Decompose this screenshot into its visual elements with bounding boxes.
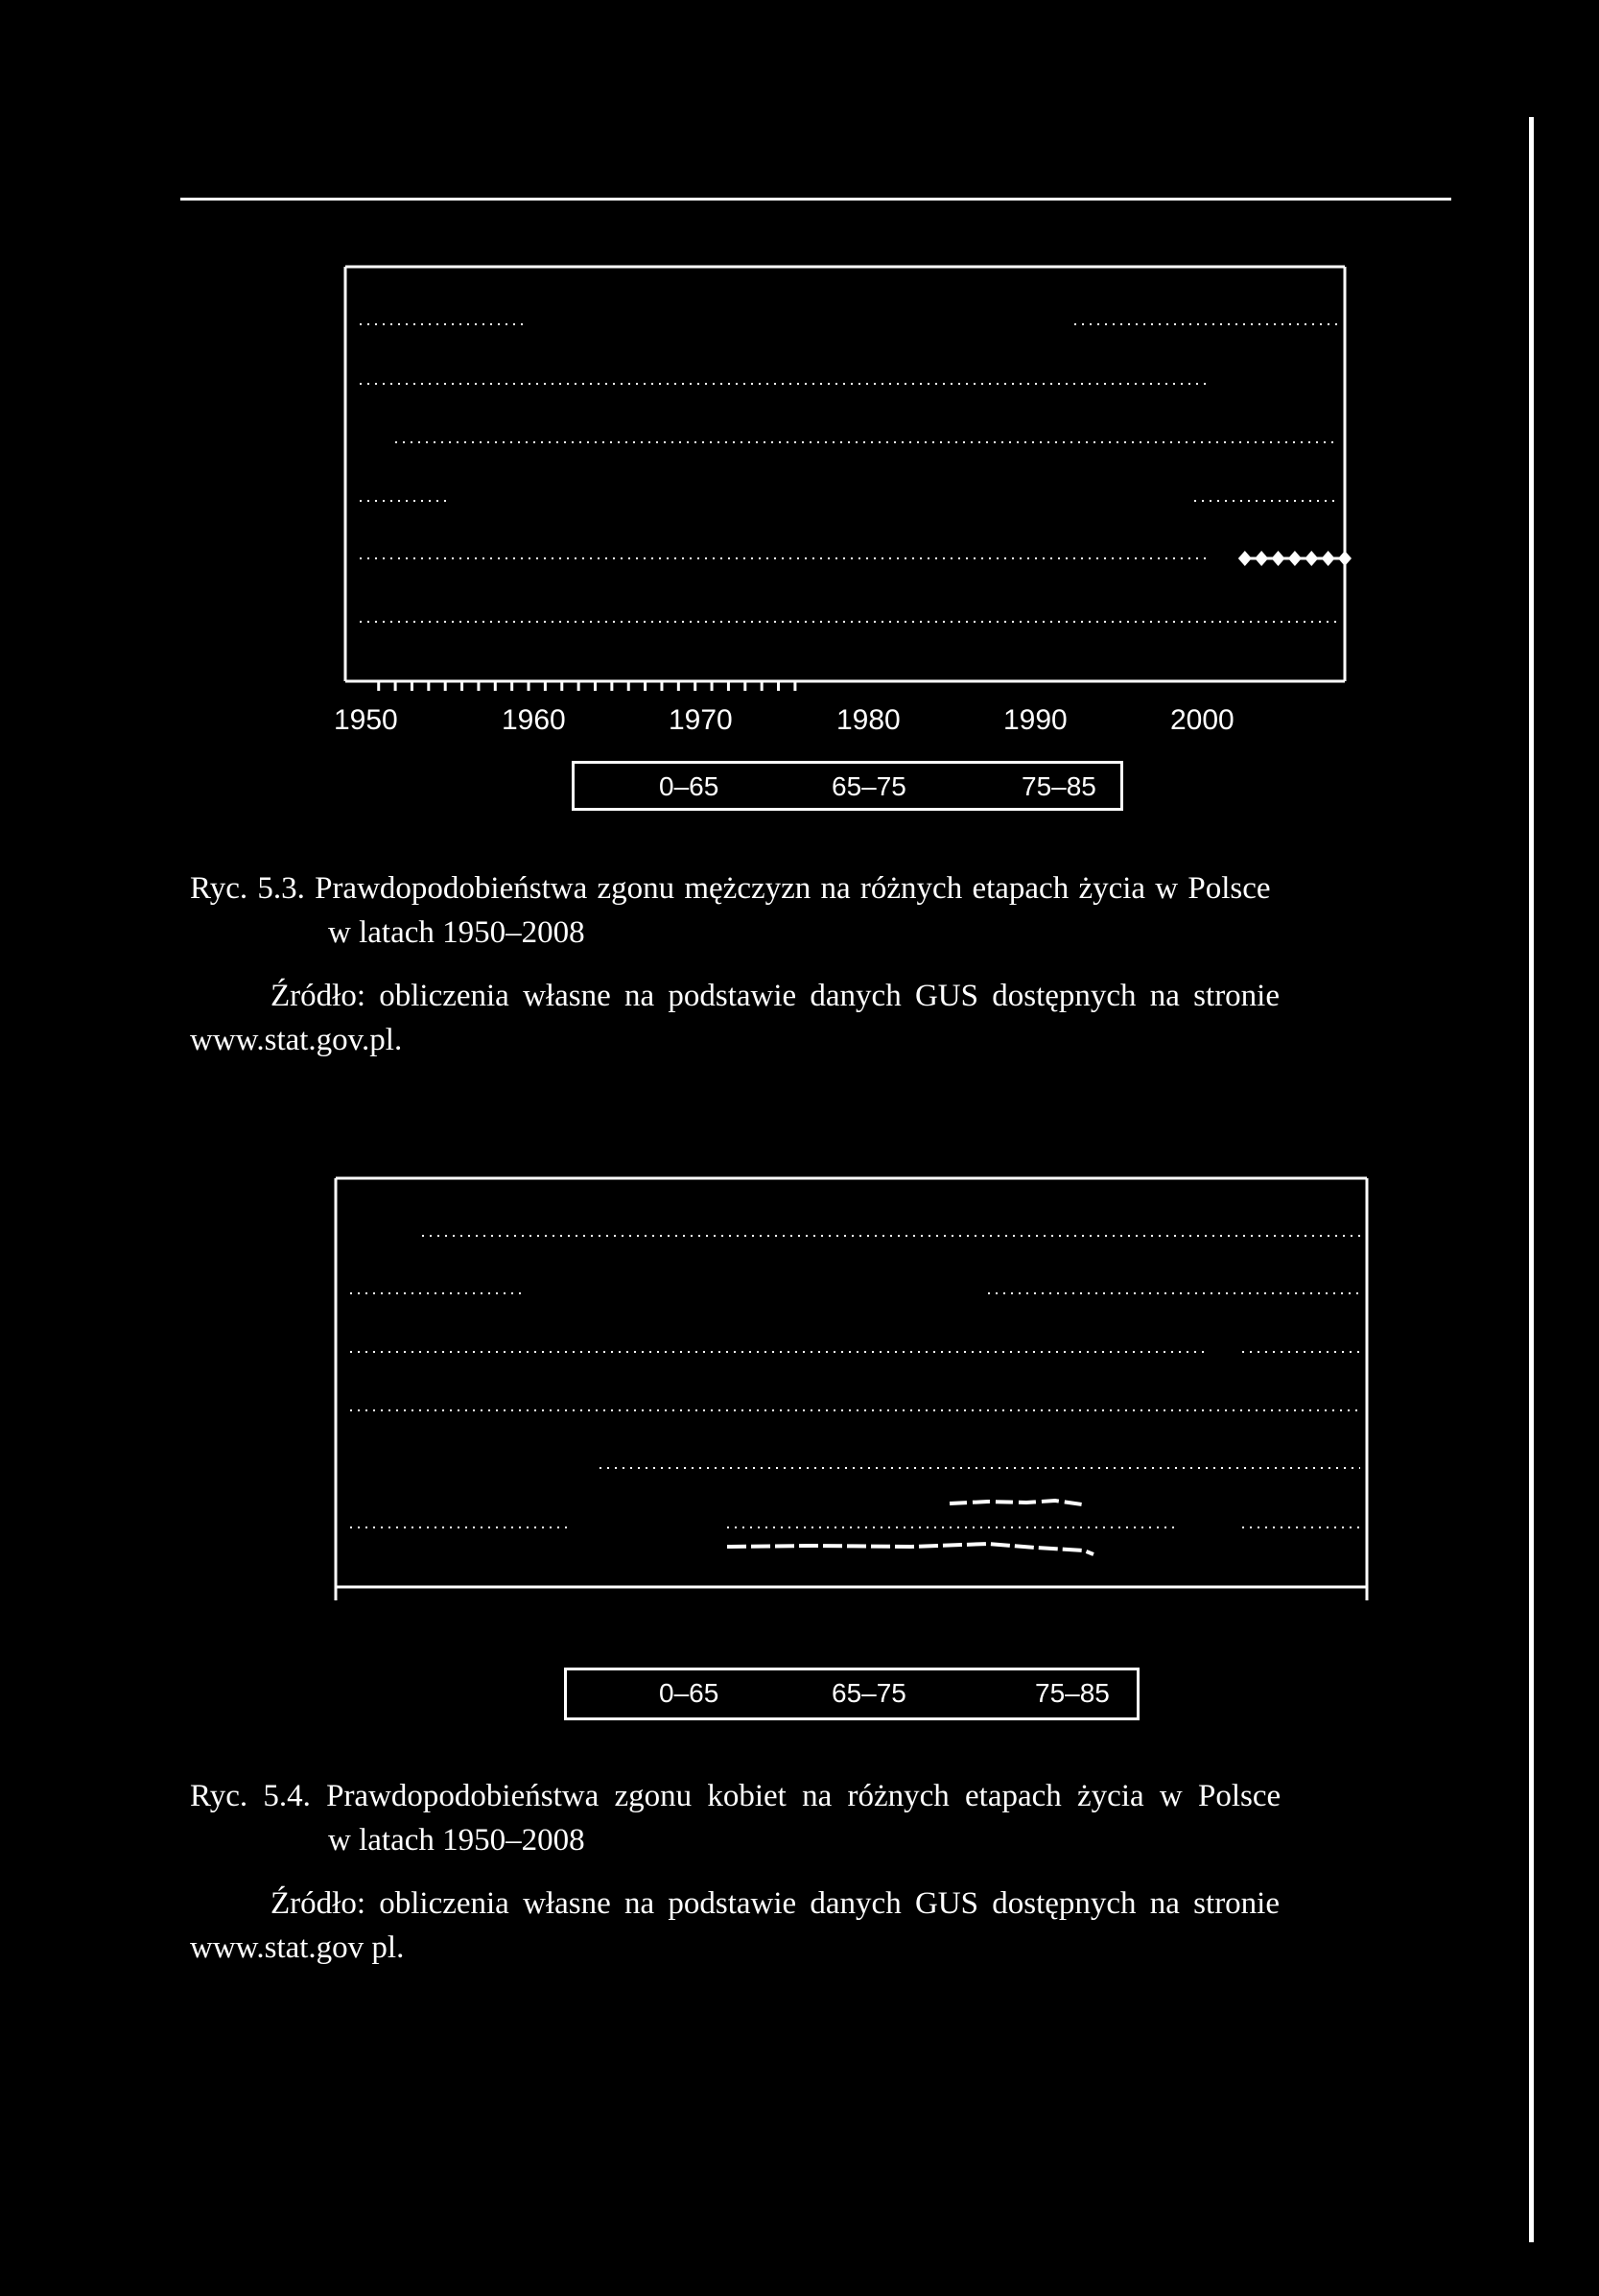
figure-caption-men: Ryc. 5.3. Prawdopodobieństwa zgonu mężczyzn na różnych etapach życia w Polsce [190, 871, 1271, 906]
figure-caption-women-years: w latach 1950–2008 [328, 1823, 585, 1858]
figure-source-men-url: www.stat.gov.pl. [190, 1023, 403, 1057]
x-tick-label: 1990 [1003, 704, 1068, 736]
x-tick-label: 2000 [1170, 704, 1235, 736]
figure-caption-women: Ryc. 5.4. Prawdopodobieństwa zgonu kobiet na różnych etapach życia w Polsce [190, 1779, 1282, 1813]
legend-entry-65-75: 65–75 [832, 1678, 906, 1708]
legend-women [564, 1668, 1140, 1720]
series-line-65-75 [950, 1501, 1082, 1504]
legend-entry-75-85: 75–85 [1022, 771, 1096, 801]
series-line-75-85 [727, 1544, 1093, 1554]
legend-entry-0-65: 0–65 [659, 1678, 719, 1708]
legend-entry-65-75: 65–75 [832, 771, 906, 801]
x-tick-label: 1960 [502, 704, 566, 736]
figure-source-women-url: www.stat.gov pl. [190, 1930, 405, 1965]
figure-caption-men-years: w latach 1950–2008 [328, 915, 585, 950]
x-tick-label: 1970 [669, 704, 733, 736]
figure-source-women: Źródło: obliczenia własne na podstawie danych GUS dostępnych na stronie [270, 1886, 1280, 1921]
legend-entry-0-65: 0–65 [659, 771, 719, 801]
x-tick-label: 1980 [836, 704, 901, 736]
legend-entry-75-85: 75–85 [1035, 1678, 1110, 1708]
figure-source-men: Źródło: obliczenia własne na podstawie danych GUS dostępnych na stronie [270, 979, 1280, 1013]
x-tick-label: 1950 [334, 704, 398, 736]
